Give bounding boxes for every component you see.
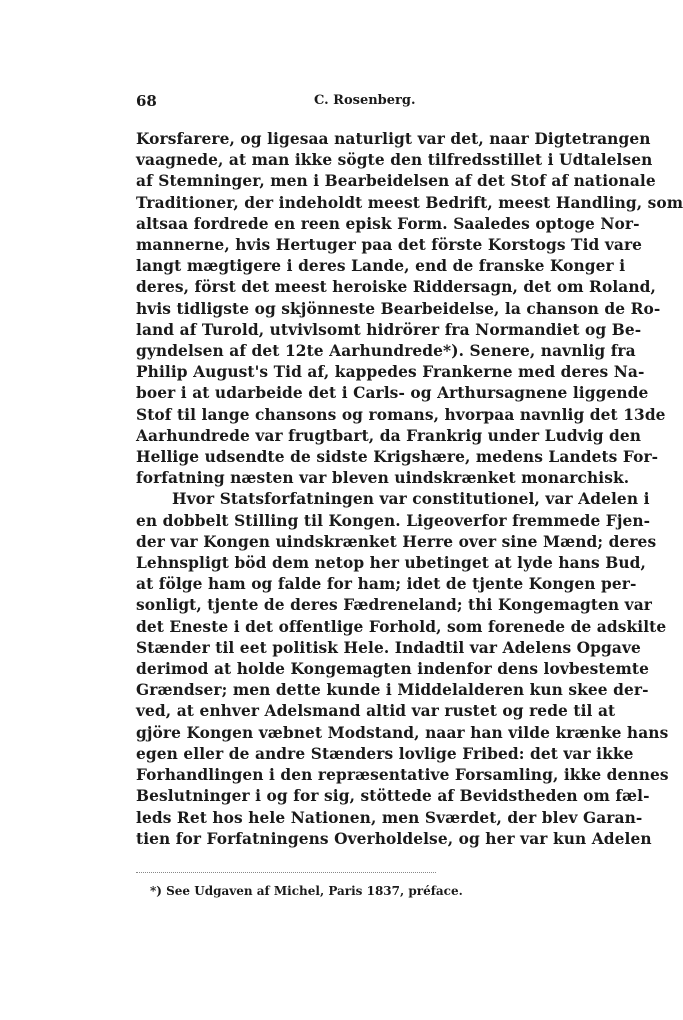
text-line: Traditioner, der indeholdt meest Bedrift, meest Handling, som (136, 193, 683, 212)
text-line: forfatning næsten var bleven uindskrænket monarchisk. (136, 469, 630, 488)
text-line: hvis tidligste og skjönneste Bearbeidelse, la chanson de Ro- (136, 299, 661, 318)
text-line: land af Turold, utvivlsomt hidrörer fra Normandiet og Be- (136, 320, 642, 339)
text-line: gjöre Kongen væbnet Modstand, naar han vilde krænke hans (136, 723, 669, 742)
page-number: 68 (136, 92, 157, 110)
running-head: C. Rosenberg. (314, 93, 416, 108)
body-text (136, 129, 683, 850)
text-line: det Eneste i det offentlige Forhold, som forenede de adskilte (136, 617, 667, 636)
text-line: Philip August's Tid af, kappedes Frankerne med deres Na- (136, 363, 645, 382)
text-line: leds Ret hos hele Nationen, men Sværdet, der blev Garan- (136, 808, 643, 827)
text-line: Aarhundrede var frugtbart, da Frankrig under Ludvig den (136, 426, 642, 445)
text-line: egen eller de andre Stænders lovlige Fribed: det var ikke (136, 744, 634, 763)
text-line: Grændser; men dette kunde i Middelalderen kun skee der- (136, 681, 649, 700)
text-line: deres, först det meest heroiske Riddersagn, det om Roland, (136, 278, 656, 297)
text-line: der var Kongen uindskrænket Herre over sine Mænd; deres (136, 532, 657, 551)
text-line: ved, at enhver Adelsmand altid var rustet og rede til at (136, 702, 616, 721)
text-line: at fölge ham og falde for ham; idet de tjente Kongen per- (136, 575, 637, 594)
paragraph-first-line: Hvor Statsforfatningen var constitutionel, var Adelen i (172, 490, 650, 509)
footnote: *) See Udgaven af Michel, Paris 1837, préface. (150, 884, 463, 898)
text-line: gyndelsen af det 12te Aarhundrede*). Senere, navnlig fra (136, 342, 636, 361)
text-line: langt mægtigere i deres Lande, end de franske Konger i (136, 257, 626, 276)
text-line: derimod at holde Kongemagten indenfor dens lovbestemte (136, 660, 650, 679)
text-line: Lehnspligt böd dem netop her ubetinget at lyde hans Bud, (136, 554, 646, 573)
text-line: Stænder til eet politisk Hele. Indadtil var Adelens Opgave (136, 638, 641, 657)
text-line: en dobbelt Stilling til Kongen. Ligeoverfor fremmede Fjen- (136, 511, 651, 530)
text-line: boer i at udarbeide det i Carls- og Arthursagnene liggende (136, 384, 649, 403)
text-line: vaagnede, at man ikke sögte den tilfredsstillet i Udtalelsen (136, 151, 653, 170)
text-line: Forhandlingen i den repræsentative Forsamling, ikke dennes (136, 766, 669, 785)
text-line: Korsfarere, og ligesaa naturligt var det, naar Digtetrangen (136, 130, 651, 148)
text-line: Stof til lange chansons og romans, hvorpaa navnlig det 13de (136, 405, 666, 424)
text-line: sonligt, tjente de deres Fædreneland; thi Kongemagten var (136, 596, 652, 615)
page-header (136, 92, 576, 112)
footnote-divider (136, 872, 436, 873)
text-line: af Stemninger, men i Bearbeidelsen af det Stof af nationale (136, 172, 656, 191)
text-line: mannerne, hvis Hertuger paa det förste Korstogs Tid vare (136, 236, 643, 255)
text-line: Hellige udsendte de sidste Krigshære, medens Landets For- (136, 448, 659, 467)
text-line: Beslutninger i og for sig, stöttede af Bevidstheden om fæl- (136, 787, 650, 806)
text-line: tien for Forfatningens Overholdelse, og her var kun Adelen (136, 829, 652, 848)
text-line: altsaa fordrede en reen episk Form. Saaledes optoge Nor- (136, 214, 640, 233)
